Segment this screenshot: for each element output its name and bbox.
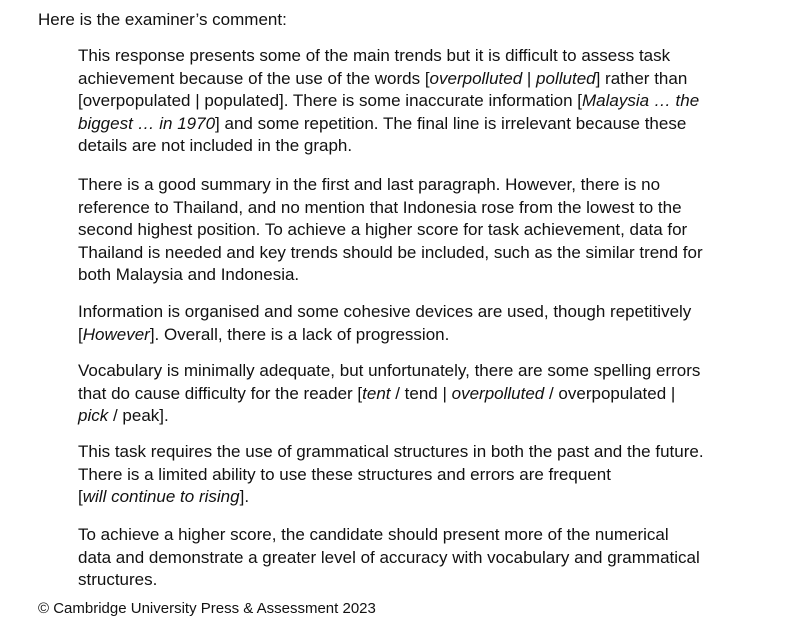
quoted-word: pick [78,406,109,425]
text-line: To achieve a higher score, the candidate should present more of the numerical [78,525,669,544]
text-segment: / tend | [390,383,452,403]
text-line: Vocabulary is minimally adequate, but unfortunately, there are some spelling errors [78,361,701,380]
text-segment: / peak]. [108,406,169,425]
text-segment: [ [78,324,83,344]
text-line: This response presents some of the main trends but it is difficult to assess task [78,46,671,65]
text-line [78,113,778,136]
text-line: data and demonstrate a greater level of accuracy with vocabulary and grammatical [78,547,700,567]
quoted-word: will continue to rising [82,487,240,506]
text-segment: that do cause difficulty for the reader [ [78,383,363,403]
text-line [78,383,778,406]
copyright-notice: © Cambridge University Press & Assessment 2023 [38,600,376,617]
heading: Here is the examiner’s comment: [38,10,287,29]
text-line: This task requires the use of grammatical structures in both the past and the future. [78,442,704,461]
text-line [78,68,778,91]
text-line: reference to Thailand, and no mention that Indonesia rose from the lowest to the [78,197,682,217]
text-segment: [overpopulated | populated]. There is some inaccurate information [ [78,91,583,110]
quoted-word: However [82,324,150,344]
text-segment: / overpopulated | [544,383,676,403]
text-line: details are not included in the graph. [78,136,353,155]
quoted-word: overpolluted [429,68,523,88]
comment-paragraph-cohesion [78,301,778,346]
text-line: second highest position. To achieve a higher score for task achievement, data for [78,220,688,239]
comment-paragraph-task-achievement [78,45,778,158]
text-segment: ] rather than [595,68,688,88]
text-line [78,486,778,509]
text-line: Information is organised and some cohesive devices are used, though repetitively [78,302,692,321]
quoted-word: tent [362,383,391,403]
text-segment: [ [78,487,83,506]
text-line: structures. [78,570,158,589]
text-line: both Malaysia and Indonesia. [78,265,300,284]
quoted-word: biggest … in 1970 [78,113,216,133]
comment-paragraph-advice [78,524,778,592]
comment-paragraph-vocabulary [78,360,778,428]
comment-paragraph-grammar [78,441,778,509]
quoted-word: overpolluted [451,383,545,403]
text-line [78,90,778,113]
text-segment: | [522,68,537,88]
text-line: Thailand is needed and key trends should be included, such as the similar trend for [78,242,703,262]
text-line: There is a good summary in the first and last paragraph. However, there is no [78,175,661,194]
text-segment: achievement because of the use of the words [ [78,68,430,88]
text-line: There is a limited ability to use these structures and errors are frequent [78,464,611,484]
text-segment: ]. Overall, there is a lack of progression. [149,324,450,344]
quoted-word: Malaysia … the [582,91,700,110]
text-line [78,324,778,347]
quoted-word: polluted [536,68,596,88]
text-segment: ]. [239,487,250,506]
text-line [78,405,778,428]
comment-paragraph-summary [78,174,778,287]
text-segment: ] and some repetition. The final line is irrelevant because these [215,113,687,133]
